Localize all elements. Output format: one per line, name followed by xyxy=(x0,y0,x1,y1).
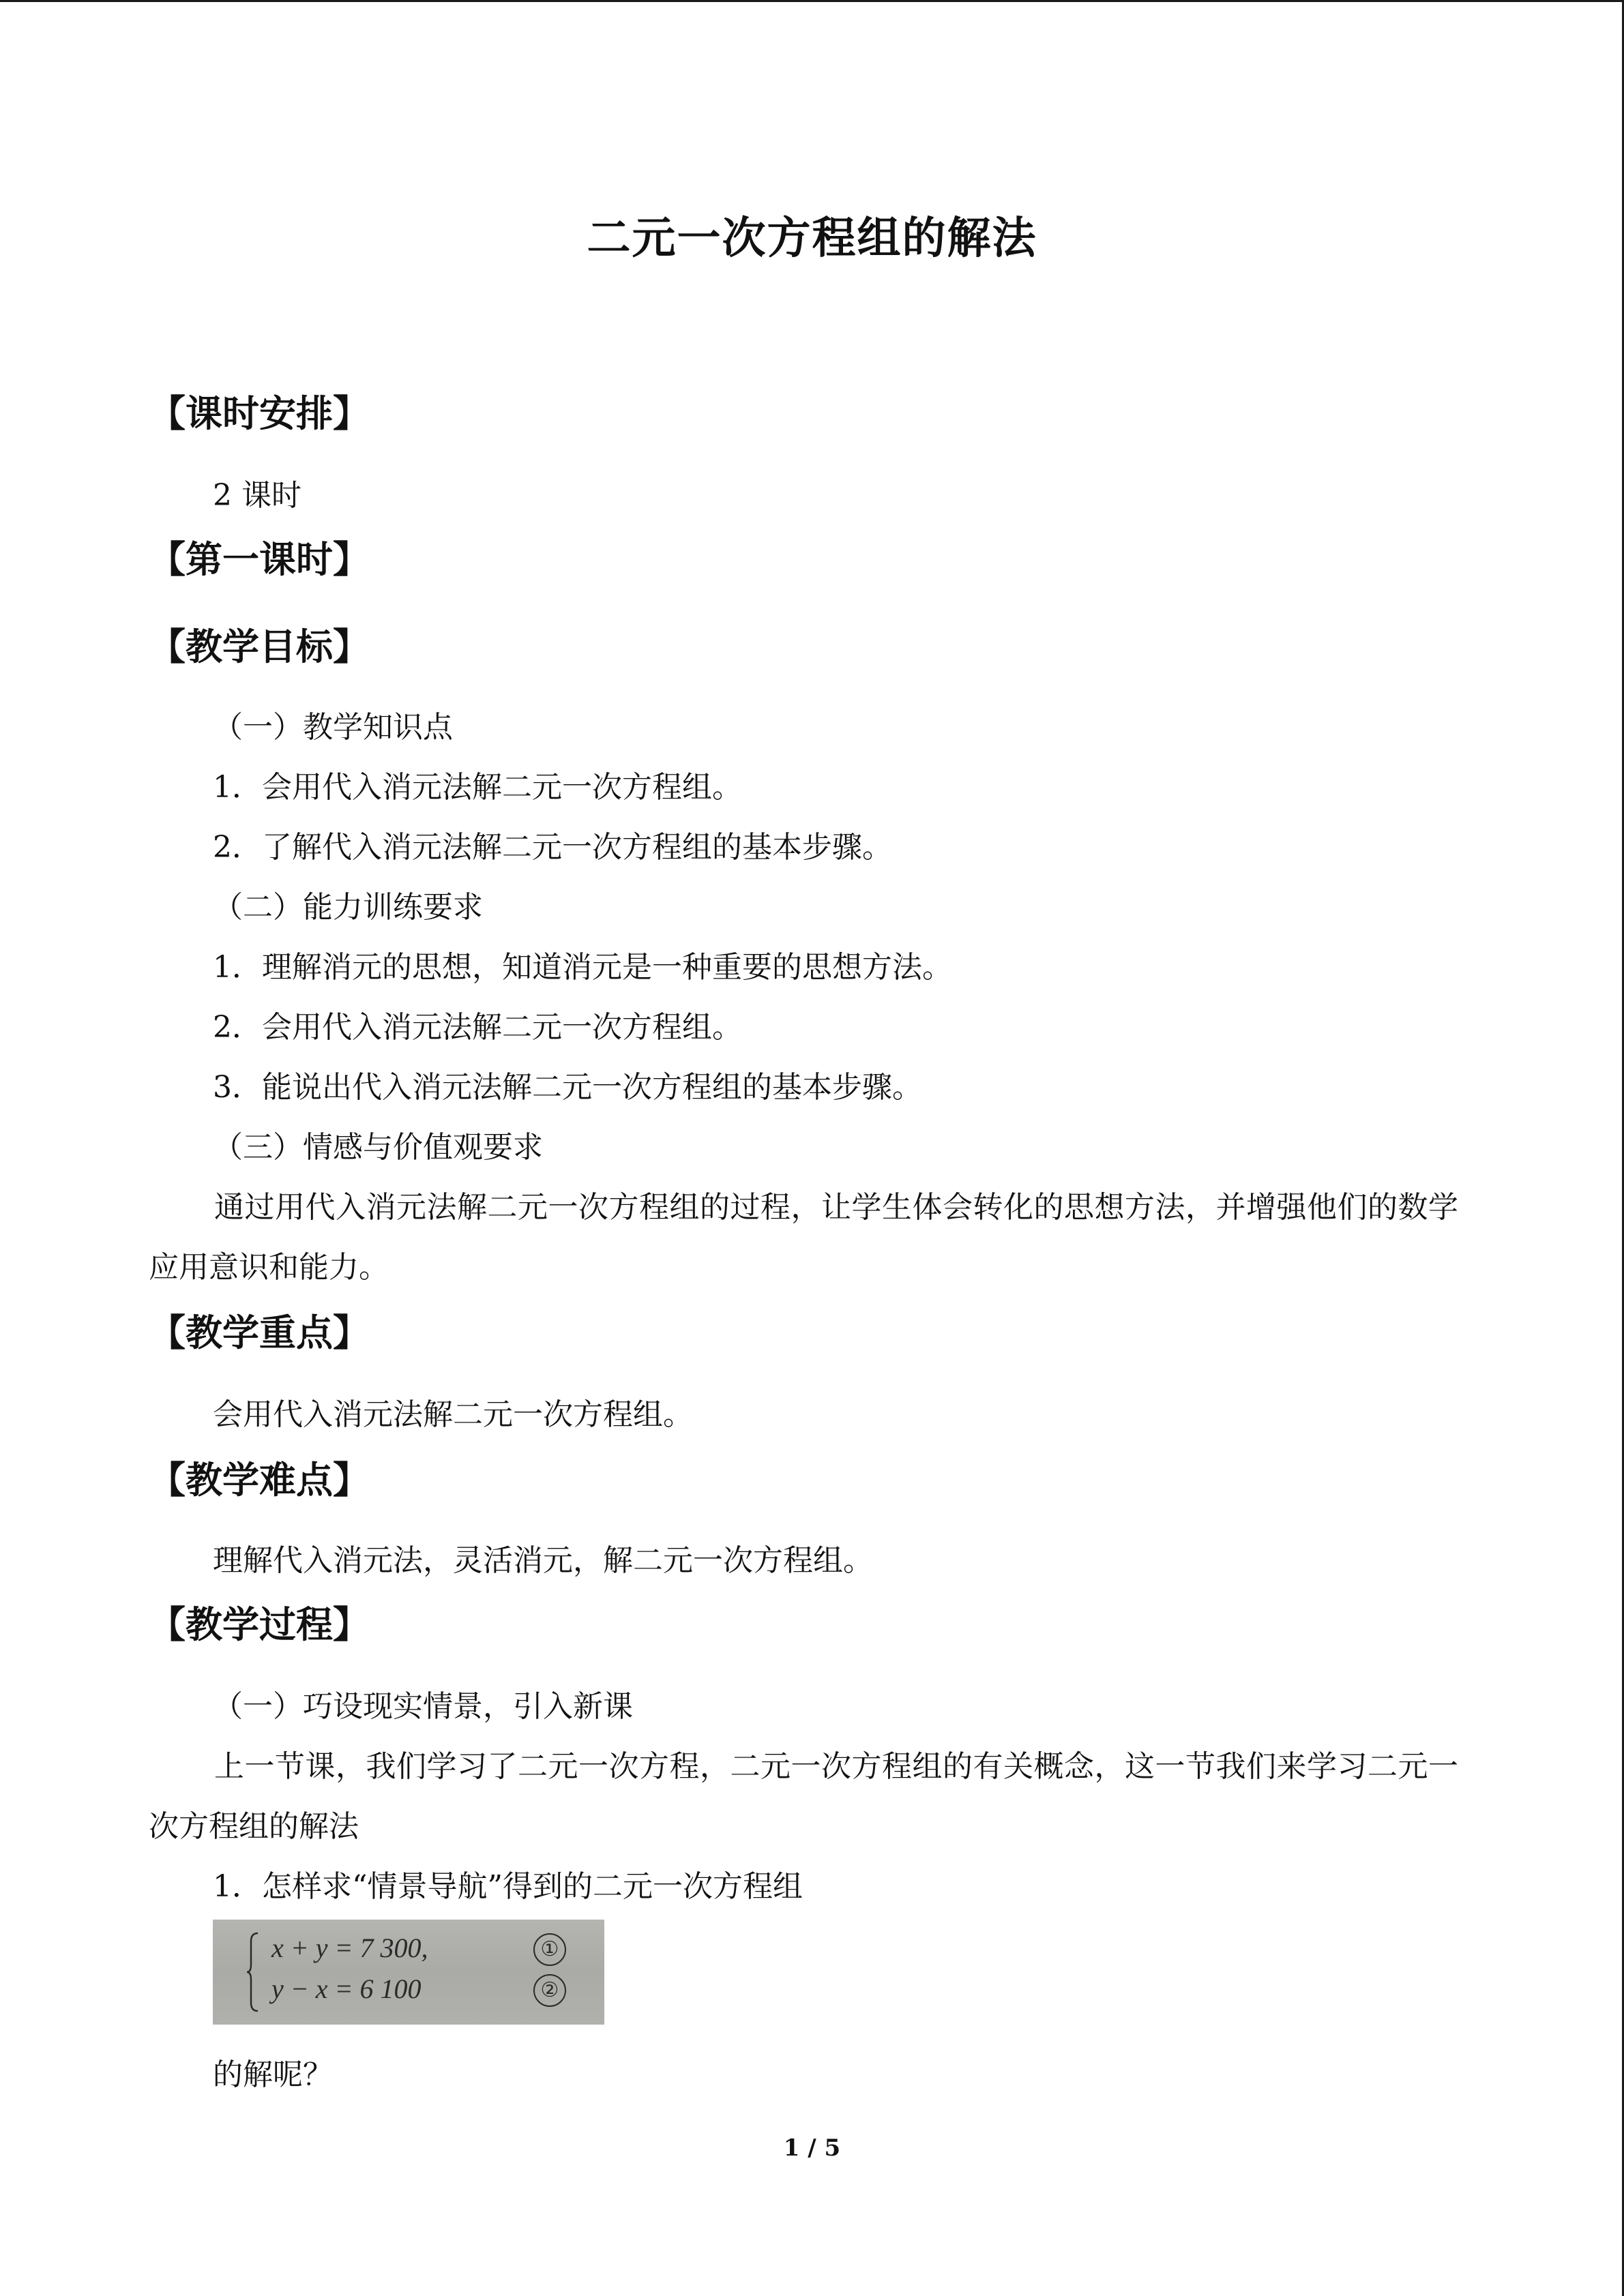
focus-heading: 【教学重点】 xyxy=(149,1311,370,1354)
page-border-top xyxy=(0,0,1624,2)
ability-item-3: 3．能说出代入消元法解二元一次方程组的基本步骤。 xyxy=(213,1070,922,1105)
knowledge-heading: （一）教学知识点 xyxy=(213,710,453,745)
knowledge-item-2: 2．了解代入消元法解二元一次方程组的基本步骤。 xyxy=(213,830,892,865)
process-heading: 【教学过程】 xyxy=(149,1602,370,1646)
document-title: 二元一次方程组的解法 xyxy=(587,213,1037,264)
equation-1: x + y = 7 300, xyxy=(271,1933,428,1963)
ability-item-1: 1．理解消元的思想，知道消元是一种重要的思想方法。 xyxy=(213,950,952,985)
knowledge-item-1: 1．会用代入消元法解二元一次方程组。 xyxy=(213,770,742,805)
question-1: 1．怎样求“情景导航”得到的二元一次方程组 xyxy=(213,1869,803,1904)
ability-item-2: 2．会用代入消元法解二元一次方程组。 xyxy=(213,1010,742,1045)
equation-system-image xyxy=(213,1920,604,2025)
schedule-heading: 【课时安排】 xyxy=(149,391,370,435)
intro-paragraph: 上一节课，我们学习了二元一次方程，二元一次方程组的有关概念，这一节我们来学习二元一次方程组的解法 xyxy=(149,1749,1458,1844)
first-lesson-heading: 【第一课时】 xyxy=(149,537,370,581)
goals-heading: 【教学目标】 xyxy=(149,625,370,668)
emotion-paragraph: 通过用代入消元法解二元一次方程组的过程，让学生体会转化的思想方法，并增强他们的数学应用意识和能力。 xyxy=(149,1190,1458,1285)
difficulty-heading: 【教学难点】 xyxy=(149,1458,370,1502)
brace-icon xyxy=(246,1932,261,2012)
question-end: 的解呢？ xyxy=(213,2057,333,2092)
emotion-heading: （三）情感与价值观要求 xyxy=(213,1130,543,1165)
equation-2-marker: ② xyxy=(533,1974,566,2007)
schedule-text: 2 课时 xyxy=(213,478,301,513)
ability-heading: （二）能力训练要求 xyxy=(213,890,483,925)
difficulty-text: 理解代入消元法，灵活消元，解二元一次方程组。 xyxy=(213,1543,873,1578)
equation-1-marker: ① xyxy=(533,1933,566,1966)
intro-heading: （一）巧设现实情景，引入新课 xyxy=(213,1689,633,1724)
focus-text: 会用代入消元法解二元一次方程组。 xyxy=(213,1397,693,1432)
page-number: 1 / 5 xyxy=(783,2134,841,2162)
equation-2: y − x = 6 100 xyxy=(271,1973,422,2004)
